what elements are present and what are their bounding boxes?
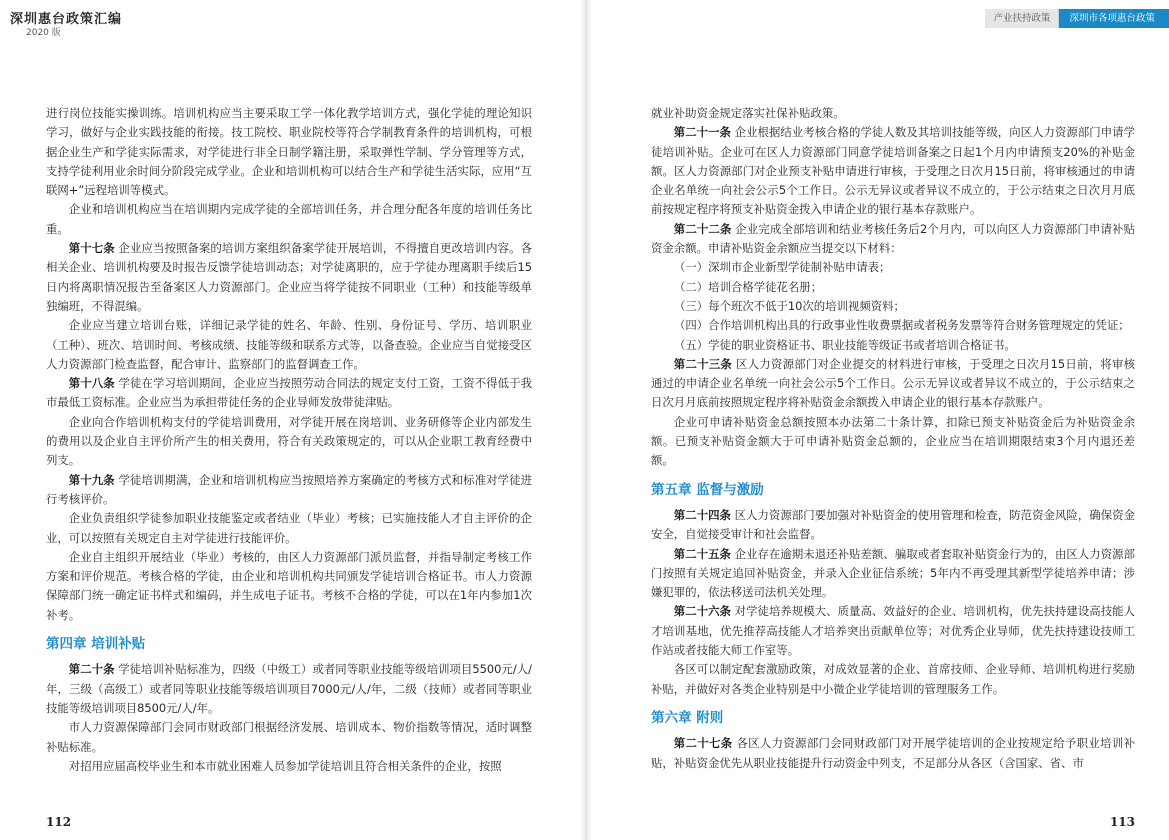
article-23 <box>651 355 1135 413</box>
article-19 <box>46 471 532 510</box>
paragraph: 就业补助资金规定落实社保补贴政策。 <box>651 106 845 120</box>
article-text: 区人力资源部门要加强对补贴资金的使用管理和检查，防范资金风险，确保资金安全，自觉接受审计和社会监督。 <box>651 507 1135 542</box>
right-page-body <box>651 104 1135 773</box>
list-item: （二）培训合格学徒花名册； <box>674 279 823 294</box>
article-label: 第二十六条 <box>673 604 731 619</box>
tab-shenzhen-policies[interactable]: 深圳市各项惠台政策 <box>1059 9 1169 28</box>
article-22 <box>651 220 1135 259</box>
list-item: （四）合作培训机构出具的行政事业性收费票据或者税务发票等符合财务管理规定的凭证； <box>674 318 1130 333</box>
paragraph: 进行岗位技能实操训练。培训机构应当主要采取工学一体化教学培训方式，强化学徒的理论知识学习，做好与企业实践技能的衔接。技工院校、职业院校等符合学制教育条件的培训机构，可根据企业生产和学徒实际需求，对学徒进行非全日制学籍注册，采取弹性学制、学分管理等方式，支持学徒利用业余时间分阶段完成学业。企业和培训机构可以结合生产和学徒生活实际，应用“互联网+”远程培训等模式。 <box>46 106 532 198</box>
paragraph: 企业自主组织开展结业（毕业）考核的，由区人力资源部门派员监督，并指导制定考核工作方案和评价规范。考核合格的学徒，由企业和培训机构共同颁发学徒培训合格证书。市人力资源保障部门统一确定证书样式和编码，并生成电子证书。考核不合格的学徒，可以在1年内参加1次补考。 <box>46 549 532 622</box>
book-spine-shadow <box>580 0 592 840</box>
article-text: 各区人力资源部门会同财政部门对开展学徒培训的企业按规定给予职业培训补贴，补贴资金优先从职业技能提升行动资金中列支，不足部分从各区（含国家、省、市 <box>651 736 1135 770</box>
tab-industry-support[interactable]: 产业扶持政策 <box>985 9 1059 28</box>
article-text: 学徒在学习培训期间，企业应当按照劳动合同法的规定支付工资，工资不得低于我市最低工资标准。企业应当为承担带徒任务的企业导师发放带徒津贴。 <box>46 376 532 410</box>
paragraph: 各区可以制定配套激励政策，对成效显著的企业、首席技师、企业导师、培训机构进行奖励补贴，并做好对各类企业特别是中小微企业学徒培训的管理服务工作。 <box>651 662 1135 696</box>
page-number-right: 113 <box>1109 815 1135 829</box>
article-label: 第二十四条 <box>673 507 731 522</box>
article-label: 第十九条 <box>68 472 115 487</box>
section-tabs <box>985 9 1169 28</box>
left-page-body <box>46 104 532 776</box>
article-24 <box>651 506 1135 545</box>
chapter-heading: 第四章 培训补贴 <box>46 636 146 653</box>
article-label: 第十八条 <box>68 376 115 391</box>
article-26 <box>651 602 1135 660</box>
article-text: 企业完成全部培训和结业考核任务后2个月内，可以向区人力资源部门申请补贴资金余额。申请补贴资金余额应当提交以下材料： <box>651 221 1135 256</box>
book-title: 深圳惠台政策汇编 <box>10 12 123 27</box>
article-text: 企业应当按照备案的培训方案组织备案学徒开展培训，不得擅自更改培训内容。各相关企业、培训机构要及时报告反馈学徒培训动态；对学徒离职的，应于学徒办理离职手续后15日内将离职情况报告至备案区人力资源部门。企业应当将学徒按不同职业（工种）和技能等级单独编班，不得混编。 <box>46 241 532 313</box>
article-25 <box>651 545 1135 603</box>
article-text: 企业存在逾期未退还补贴差额、骗取或者套取补贴资金行为的，由区人力资源部门按照有关规定追回补贴资金，并录入企业征信系统；5年内不再受理其新型学徒培养申请；涉嫌犯罪的，依法移送司法机关处理。 <box>651 546 1135 600</box>
paragraph: 企业应当建立培训台账，详细记录学徒的姓名、年龄、性别、身份证号、学历、培训职业（工种）、班次、培训时间、考核成绩、技能等级和联系方式等，以备查验。企业应当自觉接受区人力资源部门检查监督，配合审计、监察部门的监督调查工作。 <box>46 318 532 371</box>
article-27 <box>651 734 1135 773</box>
paragraph: 企业向合作培训机构支付的学徒培训费用，对学徒开展在岗培训、业务研修等企业内部发生的费用以及企业自主评价所产生的相关费用，符合有关政策规定的，可以从企业职工教育经费中列支。 <box>46 414 532 468</box>
article-label: 第十七条 <box>68 241 115 256</box>
article-17 <box>46 239 532 316</box>
paragraph: 企业可申请补贴资金总额按照本办法第二十条计算，扣除已预支补贴资金后为补贴资金余额。已预支补贴资金额大于可申请补贴资金总额的，企业应当在培训期限结束3个月内退还差额。 <box>651 414 1135 468</box>
paragraph: 对招用应届高校毕业生和本市就业困难人员参加学徒培训且符合相关条件的企业，按照 <box>68 758 502 773</box>
article-18 <box>46 374 532 413</box>
article-label: 第二十二条 <box>673 221 732 236</box>
chapter-heading: 第六章 附则 <box>651 709 724 726</box>
page-number-left: 112 <box>46 815 72 829</box>
paragraph: 市人力资源保障部门会同市财政部门根据经济发展、培训成本、物价指数等情况，适时调整补贴标准。 <box>46 720 532 754</box>
article-20 <box>46 660 532 718</box>
article-text: 对学徒培养规模大、质量高、效益好的企业、培训机构，优先扶持建设高技能人才培训基地，优先推荐高技能人才培养突出贡献单位等；对优秀企业导师，优先扶持建设技师工作站或者技能大师工作室等。 <box>651 604 1135 658</box>
article-text: 区人力资源部门对企业提交的材料进行审核，于受理之日次月15日前，将审核通过的申请企业名单统一向社会公示5个工作日。公示无异议或者异议不成立的，于公示结束之日次月月底前按照规定程序将补贴资金余额拨入申请企业的银行基本存款账户。 <box>651 356 1135 410</box>
article-21 <box>651 123 1135 219</box>
article-label: 第二十七条 <box>673 736 733 751</box>
article-text: 学徒培训期满，企业和培训机构应当按照培养方案确定的考核方式和标准对学徒进行考核评价。 <box>46 472 532 506</box>
article-text: 企业根据结业考核合格的学徒人数及其培训技能等级，向区人力资源部门申请学徒培训补贴。企业可在区人力资源部门同意学徒培训备案之日起1个月内申请预支20%的补贴金额。区人力资源部门对企业预支补贴申请进行审核，于受理之日次月15日前，将审核通过的申请企业名单统一向社会公示5个工作日。公示无异议或者异议不成立的，于公示结束之日次月月底前按规定程序将预支补贴资金拨入申请企业的银行基本存款账户。 <box>651 125 1135 217</box>
article-label: 第二十条 <box>68 662 115 677</box>
list-item: （一）深圳市企业新型学徒制补贴申请表； <box>674 260 891 275</box>
article-label: 第二十五条 <box>673 546 731 561</box>
paragraph: 企业和培训机构应当在培训期内完成学徒的全部培训任务，并合理分配各年度的培训任务比重。 <box>46 202 532 236</box>
article-label: 第二十一条 <box>673 125 731 140</box>
list-item: （五）学徒的职业资格证书、职业技能等级证书或者培训合格证书。 <box>674 337 1016 352</box>
chapter-heading: 第五章 监督与激励 <box>651 481 764 498</box>
article-text: 学徒培训补贴标准为，四级（中级工）或者同等职业技能等级培训项目5500元/人/年，三级（高级工）或者同等职业技能等级培训项目7000元/人/年，二级（技师）或者同等职业技能等级培训项目8500元/人/年。 <box>46 662 533 715</box>
article-label: 第二十三条 <box>673 356 733 371</box>
list-item: （三）每个班次不低于10次的培训视频资料； <box>674 298 905 313</box>
paragraph: 企业负责组织学徒参加职业技能鉴定或者结业（毕业）考核；已实施技能人才自主评价的企业，可以按照有关规定自主对学徒进行技能评价。 <box>46 511 532 545</box>
book-edition-year: 2020 版 <box>26 28 61 38</box>
